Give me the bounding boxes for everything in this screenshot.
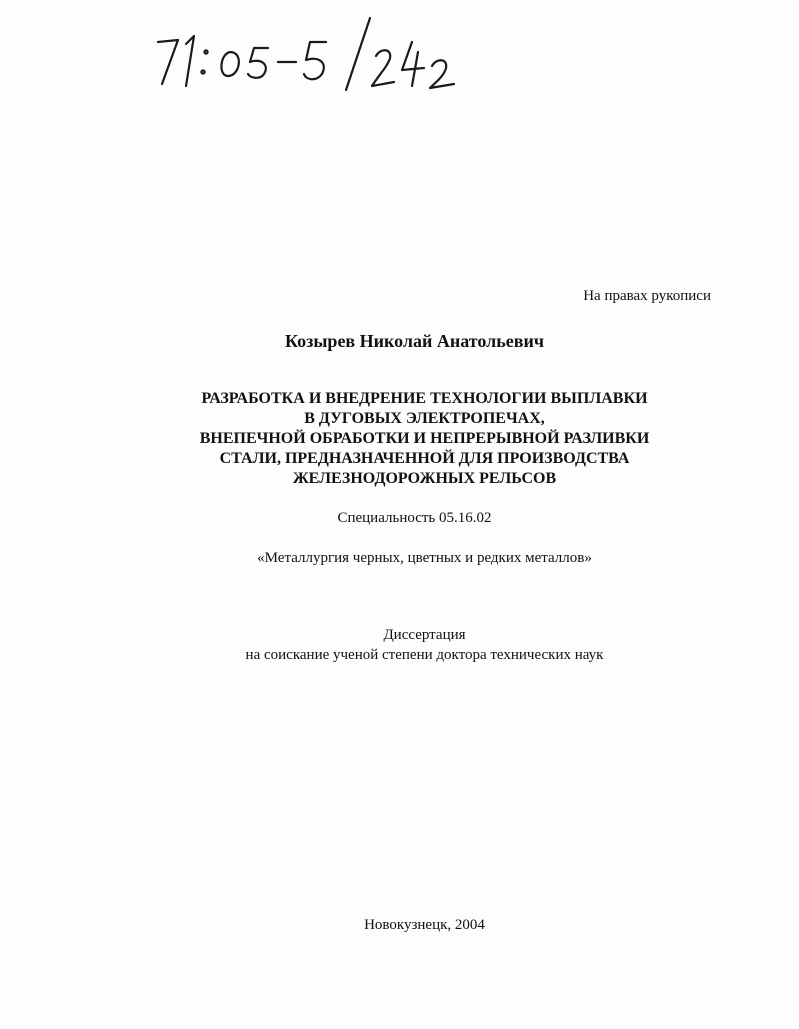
dissertation-degree: на соискание ученой степени доктора технических наук — [245, 647, 604, 663]
handwritten-catalog-number — [140, 12, 470, 92]
title-line: ВНЕПЕЧНОЙ ОБРАБОТКИ И НЕПРЕРЫВНОЙ РАЗЛИВКИ — [199, 430, 650, 447]
manuscript-rights-note: На правах рукописи — [583, 288, 711, 304]
title-line: СТАЛИ, ПРЕДНАЗНАЧЕННОЙ ДЛЯ ПРОИЗВОДСТВА — [219, 450, 630, 467]
title-line: ЖЕЛЕЗНОДОРОЖНЫХ РЕЛЬСОВ — [292, 470, 557, 487]
handwritten-number-drawing — [140, 12, 470, 92]
title-line: РАЗРАБОТКА И ВНЕДРЕНИЕ ТЕХНОЛОГИИ ВЫПЛАВКИ — [201, 390, 648, 407]
title-line: В ДУГОВЫХ ЭЛЕКТРОПЕЧАХ, — [304, 410, 545, 427]
dissertation-title — [0, 389, 799, 489]
author-name: Козырев Николай Анатольевич — [284, 331, 545, 351]
city-year: Новокузнецк, 2004 — [364, 917, 485, 933]
specialty-field: «Металлургия черных, цветных и редких металлов» — [257, 550, 592, 566]
dissertation-type: Диссертация — [383, 627, 466, 643]
dissertation-info — [0, 625, 799, 665]
specialty-code: Специальность 05.16.02 — [337, 510, 492, 526]
